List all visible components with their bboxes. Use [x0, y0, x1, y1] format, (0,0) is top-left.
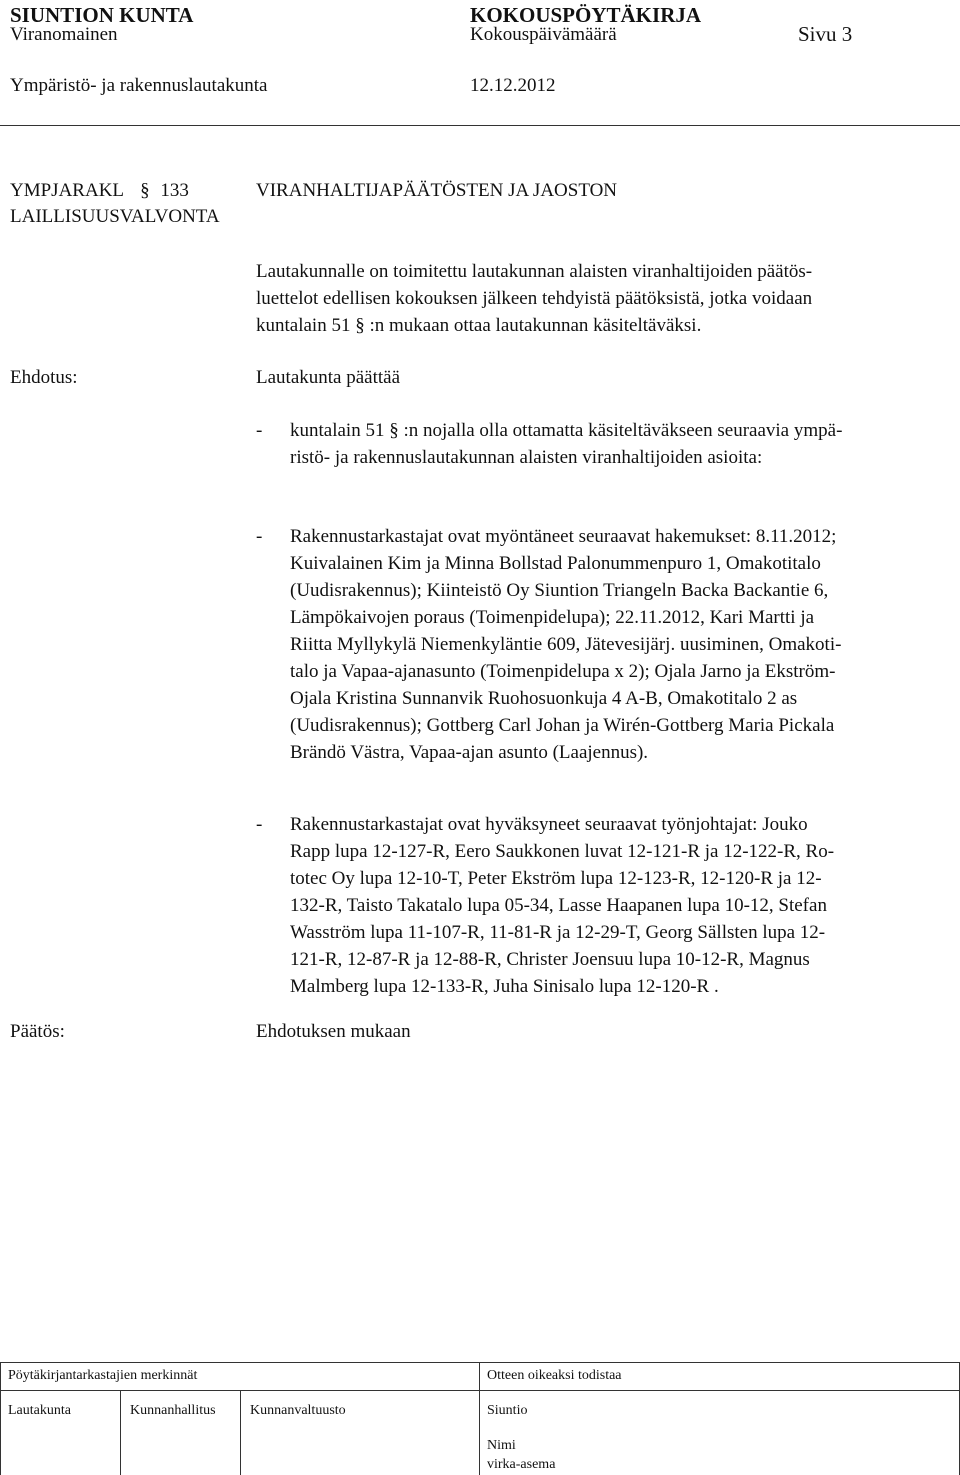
authority-name: Ympäristö- ja rakennuslautakunta — [10, 75, 268, 96]
bullet-line: Wasström lupa 11-107-R, 11-81-R ja 12-29-T, Georg Sällsten lupa 12- — [290, 922, 826, 943]
org-name: SIUNTION KUNTA — [10, 3, 194, 27]
bullet-line: Ojala Kristina Sunnanvik Ruohosuonkuja 4 A-B, Omakotitalo 2 as — [290, 688, 798, 709]
section-symbol: § — [140, 180, 150, 201]
footer-divider — [479, 1362, 480, 1475]
bullet-line: Brändö Västra, Vapaa-ajan asunto (Laajennus). — [290, 742, 649, 763]
bullet-dash: - — [256, 526, 263, 547]
bullet-dash: - — [256, 814, 263, 835]
bullet-line: talo ja Vapaa-ajanasunto (Toimenpidelupa x 2); Ojala Jarno ja Ekström- — [290, 661, 836, 682]
bullet-line: Malmberg lupa 12-133-R, Juha Sinisalo lupa 12-120-R . — [290, 976, 719, 997]
bullet-line: 121-R, 12-87-R ja 12-88-R, Christer Joensuu lupa 10-12-R, Magnus — [290, 949, 810, 970]
bullet-line: Lämpökaivojen poraus (Toimenpidelupa); 22.11.2012, Kari Martti ja — [290, 607, 815, 628]
meeting-date: 12.12.2012 — [470, 75, 556, 96]
footer-place: Siuntio — [487, 1403, 528, 1418]
bullet-line: (Uudisrakennus); Gottberg Carl Johan ja Wirén-Gottberg Maria Pickala — [290, 715, 835, 736]
proposal-text: Lautakunta päättää — [256, 367, 401, 388]
section-title: VIRANHALTIJAPÄÄTÖSTEN JA JAOSTON — [256, 180, 618, 201]
intro-line: Lautakunnalle on toimitettu lautakunnan alaisten viranhaltijoiden päätös- — [256, 261, 813, 282]
section-code: YMPJARAKL § 133 — [10, 180, 189, 201]
bullet-line: Rakennustarkastajat ovat myöntäneet seuraavat hakemukset: 8.11.2012; — [290, 526, 837, 547]
footer-left-border — [0, 1362, 1, 1475]
footer-divider — [120, 1390, 121, 1475]
intro-line: kuntalain 51 § :n mukaan ottaa lautakunnan käsiteltäväksi. — [256, 315, 702, 336]
section-title-continued: LAILLISUUSVALVONTA — [10, 206, 220, 227]
bullet-line: ristö- ja rakennuslautakunnan alaisten viranhaltijoiden asioita: — [290, 447, 763, 468]
bullet-item-1 — [290, 417, 842, 471]
bullet-line: Rakennustarkastajat ovat hyväksyneet seuraavat työnjohtajat: Jouko — [290, 814, 808, 835]
footer-col-board: Lautakunta — [8, 1403, 71, 1418]
page-number: Sivu 3 — [798, 22, 853, 46]
bullet-item-3 — [290, 811, 834, 1000]
authority-label: Viranomainen — [10, 24, 118, 45]
bullet-line: kuntalain 51 § :n nojalla olla ottamatta käsiteltäväkseen seuraavia ympä- — [290, 420, 843, 441]
intro-paragraph — [256, 258, 812, 339]
footer-top-border — [0, 1362, 960, 1363]
footer-col-municipal-board: Kunnanhallitus — [130, 1403, 216, 1418]
bullet-line: 132-R, Taisto Takatalo lupa 05-34, Lasse Haapanen lupa 10-12, Stefan — [290, 895, 827, 916]
document-type: KOKOUSPÖYTÄKIRJA — [470, 3, 702, 27]
date-label: Kokouspäivämäärä — [470, 24, 617, 45]
bullet-line: Rapp lupa 12-127-R, Eero Saukkonen luvat 12-121-R ja 12-122-R, Ro- — [290, 841, 835, 862]
certification-title: Otteen oikeaksi todistaa — [487, 1368, 622, 1383]
footer-name-label: Nimi — [487, 1438, 516, 1453]
intro-line: luettelot edellisen kokouksen jälkeen tehdyistä päätöksistä, jotka voidaan — [256, 288, 813, 309]
header-divider — [0, 125, 960, 126]
bullet-line: Riitta Myllykylä Niemenkyläntie 609, Jätevesijärj. uusiminen, Omakoti- — [290, 634, 842, 655]
decision-text: Ehdotuksen mukaan — [256, 1021, 411, 1042]
footer-position-label: virka-asema — [487, 1457, 556, 1472]
footer-col-council: Kunnanvaltuusto — [250, 1403, 346, 1418]
footer-header-border — [0, 1390, 960, 1391]
bullet-item-2 — [290, 523, 841, 766]
bullet-line: totec Oy lupa 12-10-T, Peter Ekström lupa 12-123-R, 12-120-R ja 12- — [290, 868, 822, 889]
bullet-line: Kuivalainen Kim ja Minna Bollstad Palonummenpuro 1, Omakotitalo — [290, 553, 821, 574]
proposal-label: Ehdotus: — [10, 367, 78, 388]
bullet-line: (Uudisrakennus); Kiinteistö Oy Siuntion Triangeln Backa Backantie 6, — [290, 580, 829, 601]
bullet-dash: - — [256, 420, 263, 441]
reviewer-notes-title: Pöytäkirjantarkastajien merkinnät — [8, 1368, 198, 1383]
decision-label: Päätös: — [10, 1021, 65, 1042]
footer-divider — [240, 1390, 241, 1475]
